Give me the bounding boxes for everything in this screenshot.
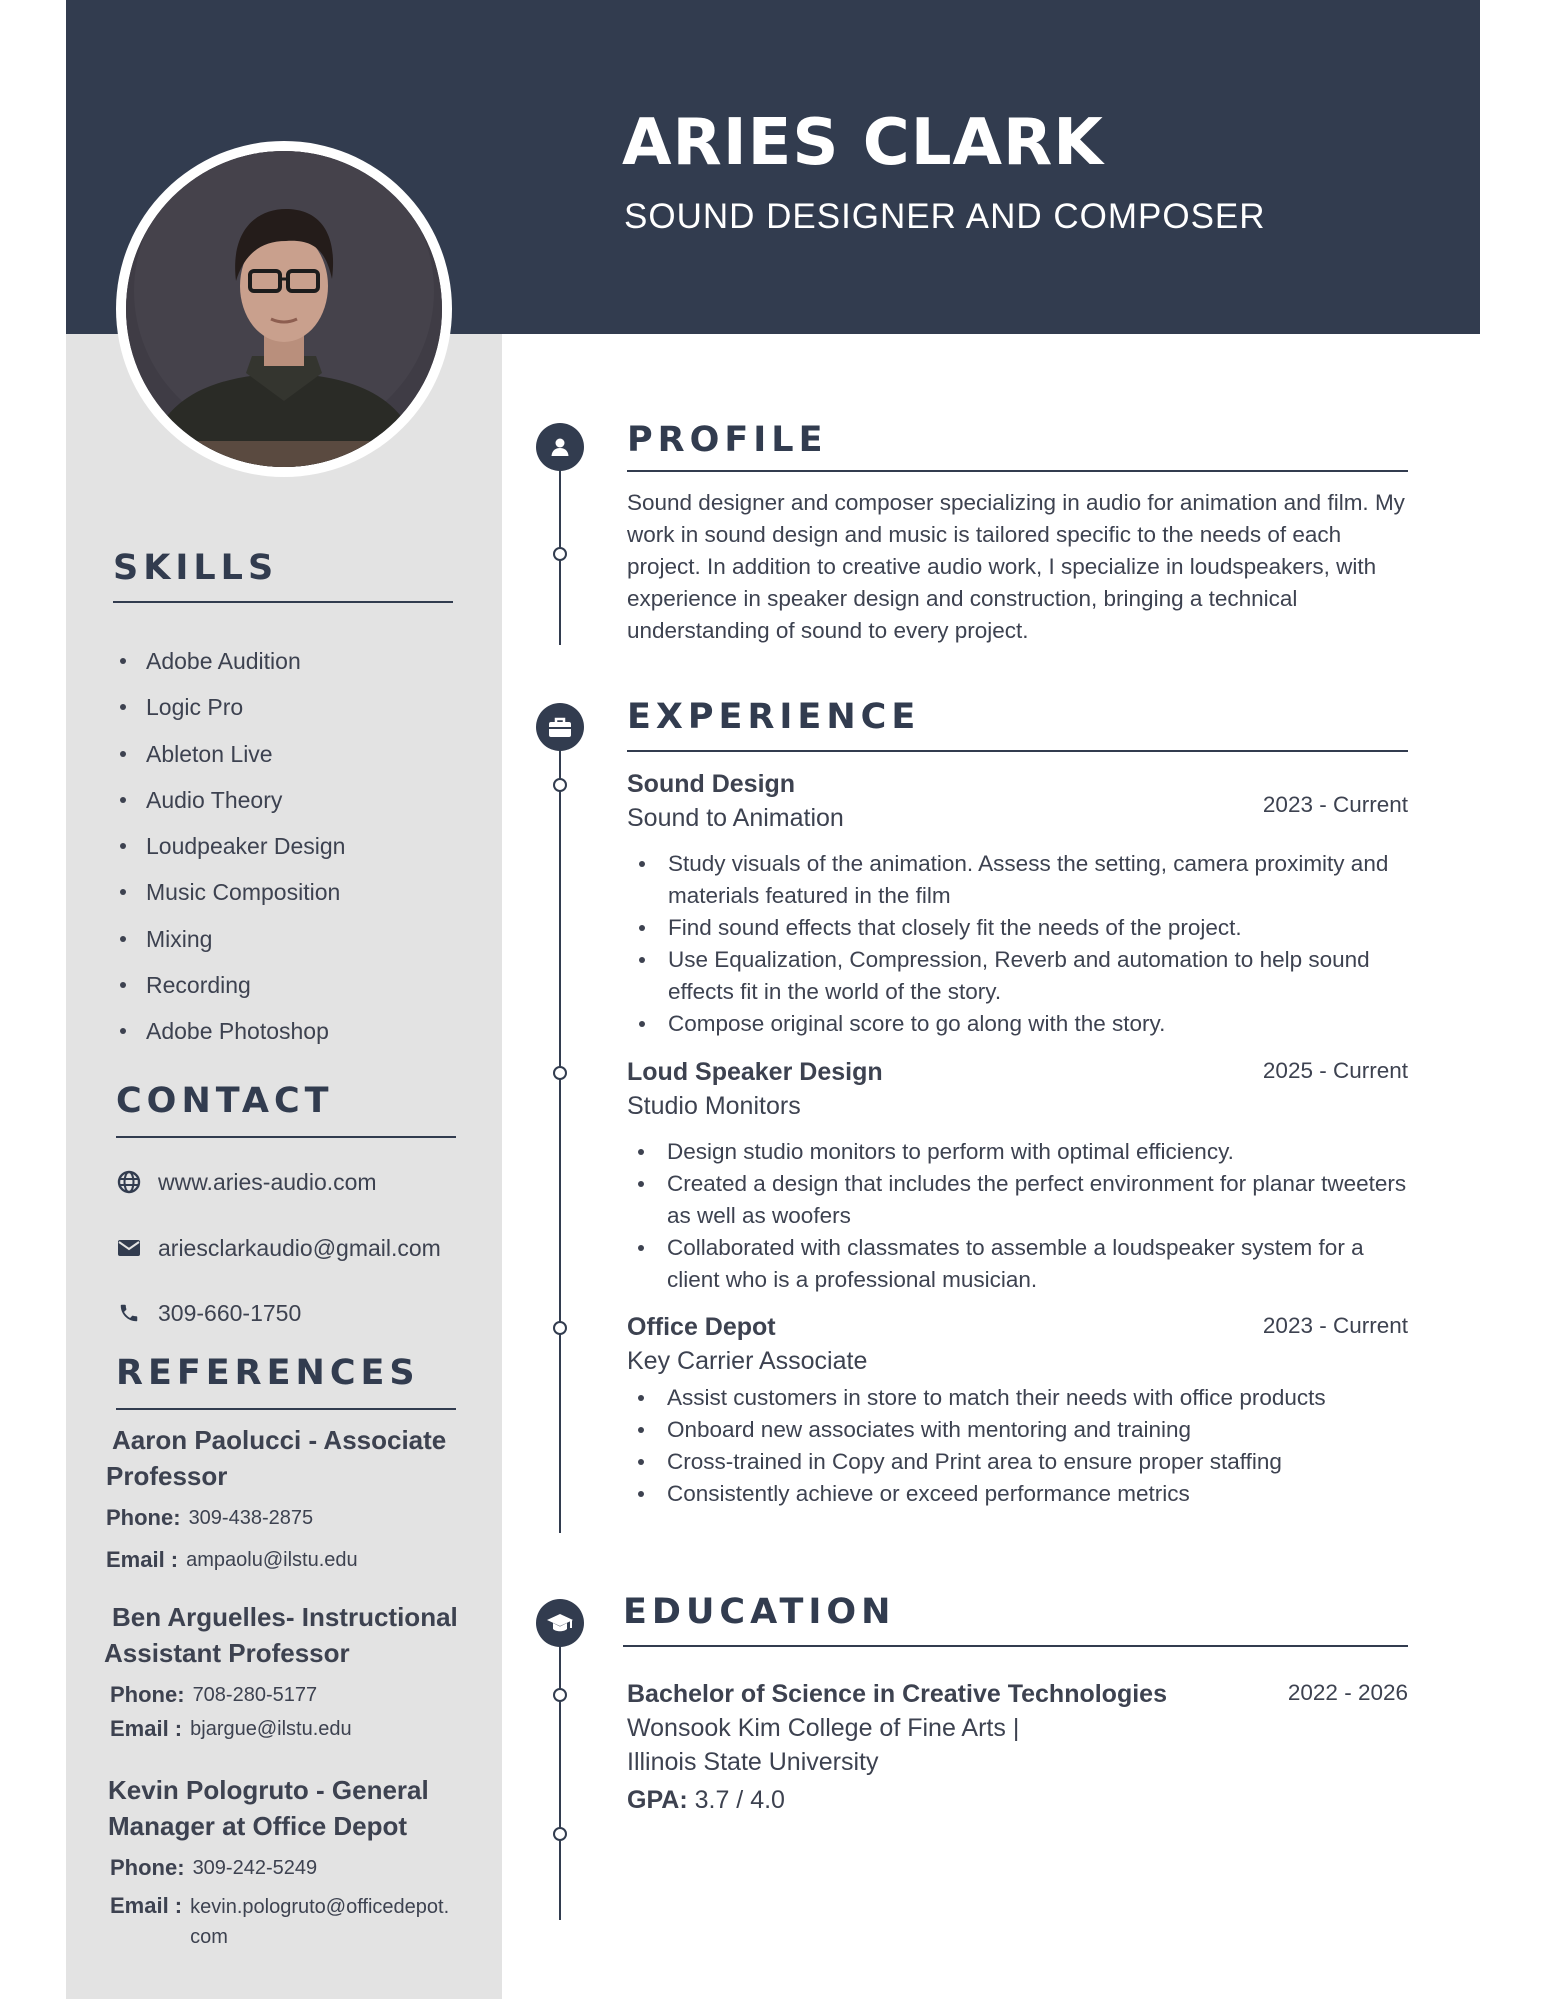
experience-rule <box>627 750 1408 752</box>
list-item: Assist customers in store to match their needs with office products <box>627 1382 1408 1414</box>
list-item: Collaborated with classmates to assemble a loudspeaker system for a client who is a professional musician. <box>627 1232 1408 1296</box>
job-entry <box>627 1055 1408 1296</box>
job-dates: 2025 - Current <box>1262 1058 1408 1083</box>
list-item: Ableton Live <box>96 731 345 777</box>
contact-email[interactable] <box>114 1228 441 1268</box>
references-rule <box>116 1408 456 1410</box>
education-badge <box>536 1599 584 1647</box>
job-title: Sound Design <box>627 770 796 798</box>
education-rule <box>623 1645 1408 1647</box>
experience-badge <box>536 703 584 751</box>
gpa: GPA: 3.7 / 4.0 <box>627 1786 785 1814</box>
list-item: Design studio monitors to perform with optimal efficiency. <box>627 1136 1408 1168</box>
phone-number: 309-660-1750 <box>158 1299 302 1326</box>
timeline-dot <box>553 1688 567 1702</box>
timeline-line <box>559 1620 561 1920</box>
candidate-name: ARIES CLARK <box>622 106 1104 180</box>
education-dates: 2022 - 2026 <box>1287 1680 1408 1705</box>
job-bullets <box>627 1136 1408 1296</box>
skills-list <box>96 638 345 1055</box>
job-bullets <box>627 1382 1408 1510</box>
reference-name: Aaron Paolucci - Associate <box>112 1425 447 1455</box>
experience-heading: EXPERIENCE <box>627 697 921 737</box>
job-dates: 2023 - Current <box>1262 1313 1408 1338</box>
timeline-dot <box>553 1321 567 1335</box>
job-entry <box>627 767 1408 1040</box>
user-icon <box>548 435 572 459</box>
reference-email: Email : bjargue@ilstu.edu <box>110 1716 352 1741</box>
job-employer: Key Carrier Associate <box>627 1347 868 1375</box>
timeline-dot <box>553 1066 567 1080</box>
job-bullets <box>627 848 1408 1040</box>
education-heading: EDUCATION <box>623 1592 896 1632</box>
reference-name: Assistant Professor <box>104 1638 350 1668</box>
reference-email: Email : ampaolu@ilstu.edu <box>106 1547 358 1572</box>
school-name: Wonsook Kim College of Fine Arts | <box>627 1714 1020 1742</box>
email-link[interactable]: ariesclarkaudio@gmail.com <box>158 1234 441 1261</box>
reference-3 <box>108 1772 498 1952</box>
graduation-cap-icon <box>546 1611 574 1635</box>
timeline-dot <box>553 1827 567 1841</box>
contact-phone[interactable] <box>114 1293 301 1333</box>
list-item: Created a design that includes the perfect environment for planar tweeters as well as woofers <box>627 1168 1408 1232</box>
globe-icon <box>114 1167 144 1197</box>
list-item: Loudpeaker Design <box>96 823 345 869</box>
reference-name: Ben Arguelles- Instructional <box>112 1602 458 1632</box>
reference-phone: Phone: 309-438-2875 <box>106 1505 314 1530</box>
degree-title: Bachelor of Science in Creative Technologies <box>627 1680 1167 1708</box>
profile-summary: Sound designer and composer specializing in audio for animation and film. My work in sound design and music is tailored specific to the needs of each project. In addition to creative audio work, I specialize in loudspeakers, with experience in speaker design and construction, bringing a technical understanding of sound to every project. <box>627 490 1405 643</box>
skills-heading: SKILLS <box>113 548 279 588</box>
list-item: Logic Pro <box>96 684 345 730</box>
profile-heading: PROFILE <box>627 420 828 460</box>
list-item: Mixing <box>96 916 345 962</box>
education-entry <box>627 1677 1408 1817</box>
reference-phone: Phone: 309-242-5249 <box>110 1855 318 1880</box>
timeline-line <box>559 725 561 1533</box>
list-item: Cross-trained in Copy and Print area to ensure proper staffing <box>627 1446 1408 1478</box>
school-name: Illinois State University <box>627 1748 879 1776</box>
list-item: Adobe Audition <box>96 638 345 684</box>
list-item: Compose original score to go along with the story. <box>628 1008 1408 1040</box>
timeline-dot <box>553 547 567 561</box>
list-item: Find sound effects that closely fit the needs of the project. <box>628 912 1408 944</box>
references-heading: REFERENCES <box>116 1353 420 1393</box>
website-link[interactable]: www.aries-audio.com <box>158 1168 377 1195</box>
skills-rule <box>113 601 453 603</box>
list-item: Recording <box>96 962 345 1008</box>
reference-name: Manager at Office Depot <box>108 1811 408 1841</box>
list-item: Study visuals of the animation. Assess the setting, camera proximity and materials featured in the film <box>628 848 1408 912</box>
portrait-photo <box>126 151 442 467</box>
profile-badge <box>536 423 584 471</box>
reference-name: Kevin Pologruto - General <box>108 1775 429 1805</box>
list-item: Music Composition <box>96 869 345 915</box>
reference-name: Professor <box>106 1461 228 1491</box>
reference-phone: Phone: 708-280-5177 <box>110 1682 318 1707</box>
job-title: Loud Speaker Design <box>627 1058 883 1086</box>
list-item: Onboard new associates with mentoring and training <box>627 1414 1408 1446</box>
reference-1 <box>106 1422 486 1574</box>
job-title: SOUND DESIGNER AND COMPOSER <box>624 197 1266 236</box>
timeline-dot <box>553 778 567 792</box>
contact-website[interactable] <box>114 1162 377 1202</box>
reference-email: Email : kevin.pologruto@officedepot. com <box>110 1893 450 1948</box>
envelope-icon <box>114 1233 144 1263</box>
job-employer: Studio Monitors <box>627 1092 801 1120</box>
job-title: Office Depot <box>627 1313 776 1341</box>
contact-rule <box>116 1136 456 1138</box>
contact-heading: CONTACT <box>116 1081 334 1121</box>
list-item: Audio Theory <box>96 777 345 823</box>
list-item: Adobe Photoshop <box>96 1008 345 1054</box>
profile-rule <box>627 470 1408 472</box>
job-entry <box>627 1310 1408 1510</box>
list-item: Consistently achieve or exceed performance metrics <box>627 1478 1408 1510</box>
job-dates: 2023 - Current <box>1262 792 1408 817</box>
reference-2 <box>104 1599 484 1743</box>
phone-icon <box>114 1298 144 1328</box>
briefcase-icon <box>547 715 573 739</box>
job-employer: Sound to Animation <box>627 804 844 832</box>
list-item: Use Equalization, Compression, Reverb and automation to help sound effects fit in the world of the story. <box>628 944 1408 1008</box>
